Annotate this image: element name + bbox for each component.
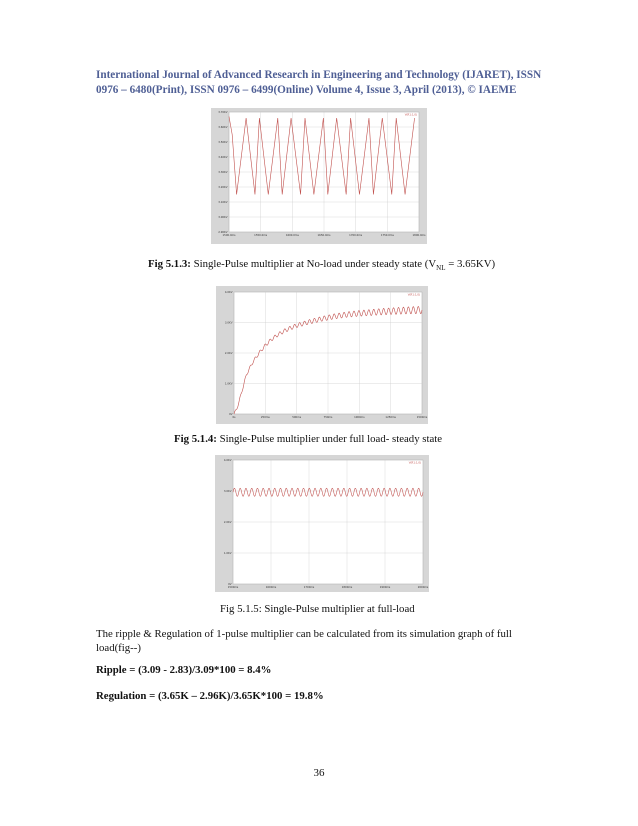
y-tick-label: 3.40KV bbox=[218, 156, 228, 159]
ripple-equation: Ripple = (3.09 - 2.83)/3.09*100 = 8.4% bbox=[96, 664, 272, 676]
legend-entry: V(R1:1,0) bbox=[404, 113, 417, 117]
figure-5-1-5 bbox=[215, 455, 429, 592]
body-paragraph: The ripple & Regulation of 1-pulse multiplier can be calculated from its simulation graph of full load(fig--) bbox=[96, 628, 512, 654]
y-tick-label: 4.0KV bbox=[223, 459, 232, 462]
x-tick-label: 1500ms bbox=[416, 416, 428, 419]
y-tick-label: 0V bbox=[229, 413, 233, 416]
y-tick-label: 1.0KV bbox=[223, 552, 232, 555]
caption-label: Fig 5.1.4: bbox=[174, 433, 217, 445]
y-tick-label: 4.0KV bbox=[224, 291, 233, 294]
chart-full-load-steady bbox=[216, 286, 428, 424]
caption-label: Fig 5.1.3: bbox=[148, 258, 191, 270]
x-tick-label: 1800.0ms bbox=[412, 234, 426, 237]
x-tick-label: 1500ms bbox=[227, 586, 239, 589]
y-tick-label: 3.60KV bbox=[218, 126, 228, 129]
caption-fig-5-1-3 bbox=[148, 257, 495, 275]
page-number: 36 bbox=[313, 767, 325, 779]
header-line-2: 0976 – 6480(Print), ISSN 0976 – 6499(Online) Volume 4, Issue 3, April (2013), © IAEME bbox=[96, 84, 517, 96]
caption-text-end: = 3.65KV) bbox=[445, 258, 496, 270]
y-tick-label: 3.00KV bbox=[218, 216, 228, 219]
x-tick-label: 500ms bbox=[292, 416, 302, 419]
y-tick-label: 3.30KV bbox=[218, 171, 228, 174]
caption-text: Single-Pulse multiplier at No-load under steady state (V bbox=[190, 258, 437, 270]
caption-fig-5-1-4 bbox=[174, 432, 442, 446]
y-tick-label: 1.0KV bbox=[224, 382, 233, 386]
x-tick-label: 1750.0ms bbox=[380, 234, 394, 237]
x-tick-label: 1700ms bbox=[303, 586, 315, 589]
x-tick-label: 1250ms bbox=[385, 416, 396, 419]
x-tick-label: 0s bbox=[232, 416, 236, 419]
x-tick-label: 1700.0ms bbox=[349, 234, 363, 237]
y-tick-label: 3.0KV bbox=[223, 490, 232, 493]
figure-5-1-4 bbox=[216, 286, 428, 424]
x-tick-label: 750ms bbox=[323, 416, 333, 419]
y-tick-label: 2.0KV bbox=[224, 352, 233, 355]
journal-header bbox=[96, 68, 556, 98]
chart-no-load bbox=[211, 108, 427, 244]
caption-fig-5-1-5 bbox=[220, 602, 415, 616]
y-tick-label: 3.70KV bbox=[218, 111, 228, 114]
x-tick-label: 1800ms bbox=[341, 586, 353, 589]
figure-5-1-3 bbox=[211, 108, 427, 244]
x-tick-label: 1600.0ms bbox=[285, 234, 299, 237]
x-tick-label: 2000ms bbox=[417, 586, 429, 589]
legend-entry: V(R1:1,0) bbox=[408, 461, 421, 465]
legend-entry: V(R1:1,0) bbox=[407, 293, 420, 297]
x-tick-label: 1550.0ms bbox=[254, 234, 268, 237]
x-tick-label: 250ms bbox=[260, 416, 270, 419]
x-tick-label: 1650.0ms bbox=[317, 234, 331, 237]
x-tick-label: 1600ms bbox=[265, 586, 277, 589]
y-tick-label: 3.0KV bbox=[224, 321, 233, 325]
caption-text: Fig 5.1.5: Single-Pulse multiplier at full-load bbox=[220, 603, 415, 615]
x-tick-label: 1900ms bbox=[379, 586, 391, 589]
y-tick-label: 2.0KV bbox=[223, 521, 232, 524]
y-tick-label: 3.20KV bbox=[218, 186, 228, 189]
regulation-equation: Regulation = (3.65K – 2.96K)/3.65K*100 = 19.8% bbox=[96, 690, 324, 702]
x-tick-label: 1500.0ms bbox=[222, 234, 236, 237]
chart-full-load bbox=[215, 455, 429, 592]
y-tick-label: 3.10KV bbox=[218, 201, 228, 204]
header-line-1: International Journal of Advanced Research in Engineering and Technology (IJARET), ISSN bbox=[96, 69, 542, 81]
caption-text: Single-Pulse multiplier under full load- steady state bbox=[216, 433, 443, 445]
y-tick-label: 0V bbox=[228, 583, 232, 586]
caption-subscript: NL bbox=[436, 264, 446, 273]
y-tick-label: 3.50KV bbox=[218, 141, 228, 144]
y-tick-label: 2.90KV bbox=[218, 231, 228, 234]
x-tick-label: 1000ms bbox=[354, 416, 365, 419]
